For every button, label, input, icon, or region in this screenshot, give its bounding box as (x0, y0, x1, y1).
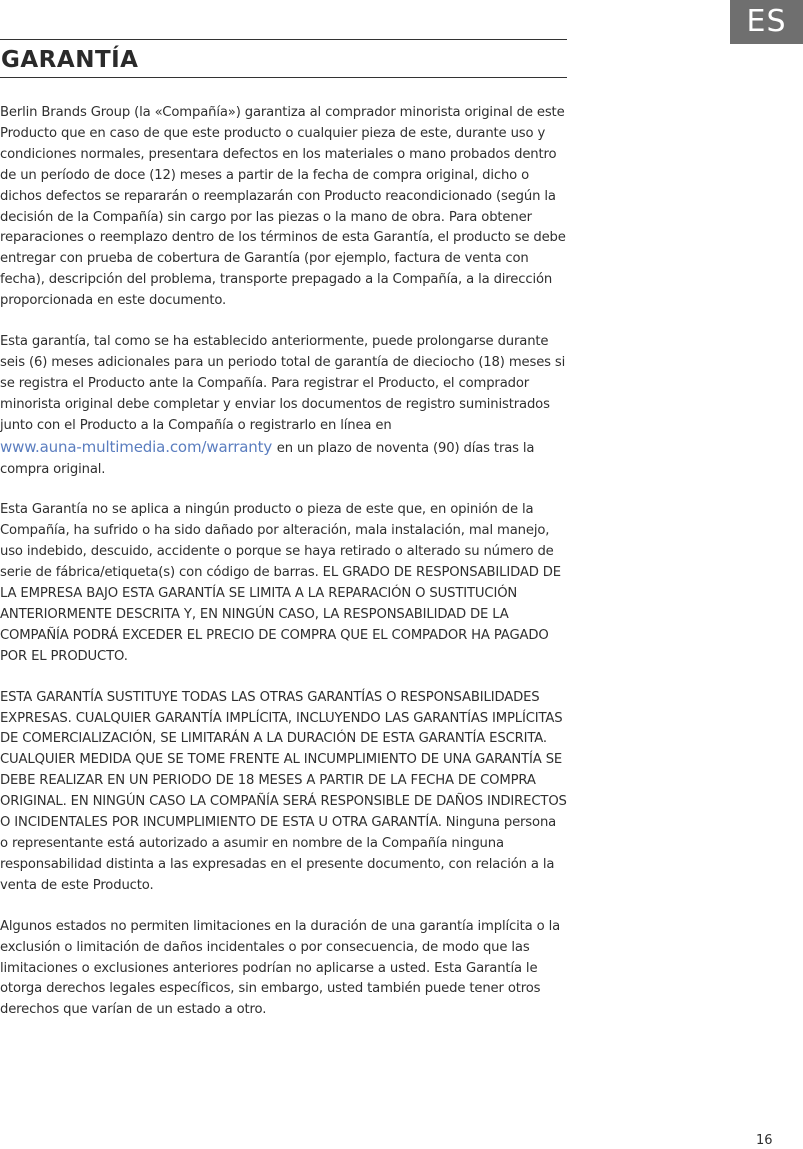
paragraph-warranty-terms: Berlin Brands Group (la «Compañía») garantiza al comprador minorista original de este Producto que en caso de que este producto o cualquier pieza de este, durante uso y condiciones normales, presentara defectos en los materiales o mano probados dentro de un período de doce (12) meses a partir de la fecha de compra original, dicho o dichos defectos se repararán o reemplazarán con Producto reacondicionado (según la decisión de la Compañía) sin cargo por las piezas o la mano de obra. Para obtener reparaciones o reemplazo dentro de los términos de esta Garantía, el producto se debe entregar con prueba de cobertura de Garantía (por ejemplo, factura de venta con fecha), descripción del problema, transporte prepagado a la Compañía, a la dirección proporcionada en este documento. (0, 105, 566, 309)
title-bottom-rule (0, 77, 567, 78)
paragraph-warranty-substitution: ESTA GARANTÍA SUSTITUYE TODAS LAS OTRAS GARANTÍAS O RESPONSABILIDADES EXPRESAS. CUALQUIER GARANTÍA IMPLÍCITA, INCLUYENDO LAS GARANTÍAS IMPLÍCITAS DE COMERCIALIZACIÓN, SE LIMITARÁN A LA DURACIÓN DE ESTA GARANTÍA ESCRITA. CUALQUIER MEDIDA QUE SE TOME FRENTE AL INCUMPLIMIENTO DE UNA GARANTÍA SE DEBE REALIZAR EN UN PERIODO DE 18 MESES A PARTIR DE LA FECHA DE COMPRA ORIGINAL. EN NINGÚN CASO LA COMPAÑÍA SERÁ RESPONSIBLE DE DAÑOS INDIRECTOS O INCIDENTALES POR INCUMPLIMIENTO DE ESTA U OTRA GARANTÍA. Ninguna persona o representante está autorizado a asumir en nombre de la Compañía ninguna responsabilidad distinta a las expresadas en el presente documento, con relación a la venta de este Producto. (0, 689, 567, 893)
page-title: GARANTÍA (1, 47, 139, 73)
paragraph-warranty-extension (0, 332, 568, 480)
warranty-body (0, 103, 568, 1021)
title-top-rule (0, 39, 567, 40)
warranty-registration-link[interactable]: www.auna-multimedia.com/warranty (0, 437, 277, 456)
paragraph-state-rights: Algunos estados no permiten limitaciones en la duración de una garantía implícita o la exclusión o limitación de daños incidentales o por consecuencia, de modo que las limitaciones o exclusiones anteriores podrían no aplicarse a usted. Esta Garantía le otorga derechos legales específicos, sin embargo, usted también puede tener otros derechos que varían de un estado a otro. (0, 918, 561, 1018)
paragraph-extension-tail: en un plazo de noventa (90) días tras la compra original. (0, 440, 535, 477)
language-tab: ES (730, 0, 803, 44)
paragraph-warranty-exclusions: Esta Garantía no se aplica a ningún producto o pieza de este que, en opinión de la Compañía, ha sufrido o ha sido dañado por alteración, mala instalación, mal manejo, uso indebido, descuido, accidente o porque se haya retirado o alterado su número de serie de fábrica/etiqueta(s) con código de barras. EL GRADO DE RESPONSABILIDAD DE LA EMPRESA BAJO ESTA GARANTÍA SE LIMITA A LA REPARACIÓN O SUSTITUCIÓN ANTERIORMENTE DESCRITA Y, EN NINGÚN CASO, LA RESPONSABILIDAD DE LA COMPAÑÍA PODRÁ EXCEDER EL PRECIO DE COMPRA QUE EL COMPADOR HA PAGADO POR EL PRODUCTO. (0, 502, 561, 664)
paragraph-extension-text: Esta garantía, tal como se ha establecido anteriormente, puede prolongarse durante seis (6) meses adicionales para un periodo total de garantía de dieciocho (18) meses si se registra el Producto ante la Compañía. Para registrar el Producto, el comprador minorista original debe completar y enviar los documentos de registro suministrados junto con el Producto a la Compañía o registrarlo en línea en (0, 334, 566, 433)
paragraph-spacer (0, 480, 568, 500)
page-number: 16 (756, 1133, 773, 1148)
